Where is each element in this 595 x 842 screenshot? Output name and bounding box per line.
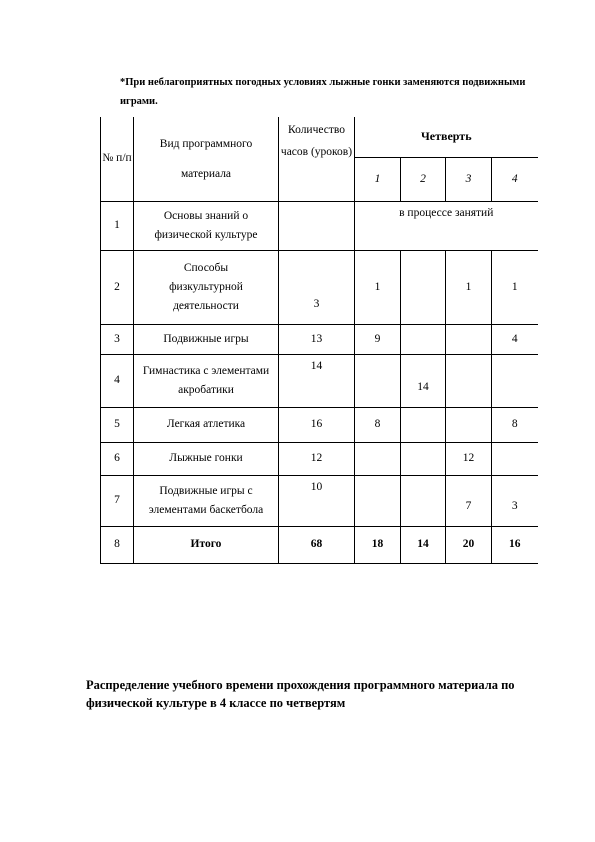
row-q4 — [492, 442, 538, 475]
row-num: 6 — [101, 442, 134, 475]
table-row — [101, 475, 538, 526]
table-row — [101, 407, 538, 442]
row-q1: 9 — [355, 324, 401, 354]
header-quarter-2: 2 — [401, 157, 446, 201]
row-hours: 16 — [279, 407, 355, 442]
row-merged-note: в процессе занятий — [355, 201, 538, 250]
row-q1: 1 — [355, 250, 401, 324]
row-num: 8 — [101, 526, 134, 563]
section-caption: Распределение учебного времени прохождения программного материала по физической культуре в 4 классе по четвертям — [86, 678, 515, 710]
row-q2 — [401, 442, 446, 475]
row-name: Итого — [134, 526, 279, 563]
row-num: 2 — [101, 250, 134, 324]
table-header-row — [101, 117, 538, 157]
row-q4: 1 — [492, 250, 538, 324]
table-row — [101, 324, 538, 354]
row-hours: 13 — [279, 324, 355, 354]
row-num: 1 — [101, 201, 134, 250]
row-q1: 18 — [355, 526, 401, 563]
row-q1: 8 — [355, 407, 401, 442]
row-q3: 20 — [446, 526, 492, 563]
row-q1 — [355, 354, 401, 407]
row-name: Лыжные гонки — [134, 442, 279, 475]
header-type: Вид программного материала — [134, 117, 279, 201]
row-name: Подвижные игры — [134, 324, 279, 354]
row-name: Способы физкультурной деятельности — [134, 250, 279, 324]
table-row — [101, 442, 538, 475]
row-q3 — [446, 354, 492, 407]
row-num: 7 — [101, 475, 134, 526]
row-q4 — [492, 354, 538, 407]
row-q1 — [355, 442, 401, 475]
row-hours: 14 — [279, 354, 355, 407]
row-q2 — [401, 324, 446, 354]
header-num: № п/п — [101, 117, 134, 201]
row-num: 4 — [101, 354, 134, 407]
row-hours — [279, 201, 355, 250]
header-quarter: Четверть — [355, 117, 538, 157]
table-row — [101, 201, 538, 250]
row-hours: 12 — [279, 442, 355, 475]
row-name: Подвижные игры с элементами баскетбола — [134, 475, 279, 526]
row-q2 — [401, 250, 446, 324]
row-name: Легкая атлетика — [134, 407, 279, 442]
row-q1 — [355, 475, 401, 526]
row-q2 — [401, 407, 446, 442]
row-q3 — [446, 324, 492, 354]
row-q3 — [446, 407, 492, 442]
row-num: 5 — [101, 407, 134, 442]
row-q4: 3 — [492, 475, 538, 526]
row-q4: 8 — [492, 407, 538, 442]
row-name: Гимнастика с элементами акробатики — [134, 354, 279, 407]
header-hours: Количество часов (уроков) — [279, 117, 355, 201]
table-row — [101, 354, 538, 407]
row-q2 — [401, 475, 446, 526]
row-hours: 3 — [279, 250, 355, 324]
table-row — [101, 250, 538, 324]
row-hours: 10 — [279, 475, 355, 526]
row-hours: 68 — [279, 526, 355, 563]
row-q3: 7 — [446, 475, 492, 526]
row-name: Основы знаний о физической культуре — [134, 201, 279, 250]
row-q3: 12 — [446, 442, 492, 475]
study-plan-table — [100, 117, 538, 564]
header-quarter-3: 3 — [446, 157, 492, 201]
row-num: 3 — [101, 324, 134, 354]
row-q2: 14 — [401, 354, 446, 407]
header-quarter-4: 4 — [492, 157, 538, 201]
table-total-row — [101, 526, 538, 563]
weather-footnote: *При неблагоприятных погодных условиях лыжные гонки заменяются подвижными играми. — [120, 77, 526, 107]
row-q3: 1 — [446, 250, 492, 324]
row-q2: 14 — [401, 526, 446, 563]
header-quarter-1: 1 — [355, 157, 401, 201]
row-q4: 4 — [492, 324, 538, 354]
row-q4: 16 — [492, 526, 538, 563]
